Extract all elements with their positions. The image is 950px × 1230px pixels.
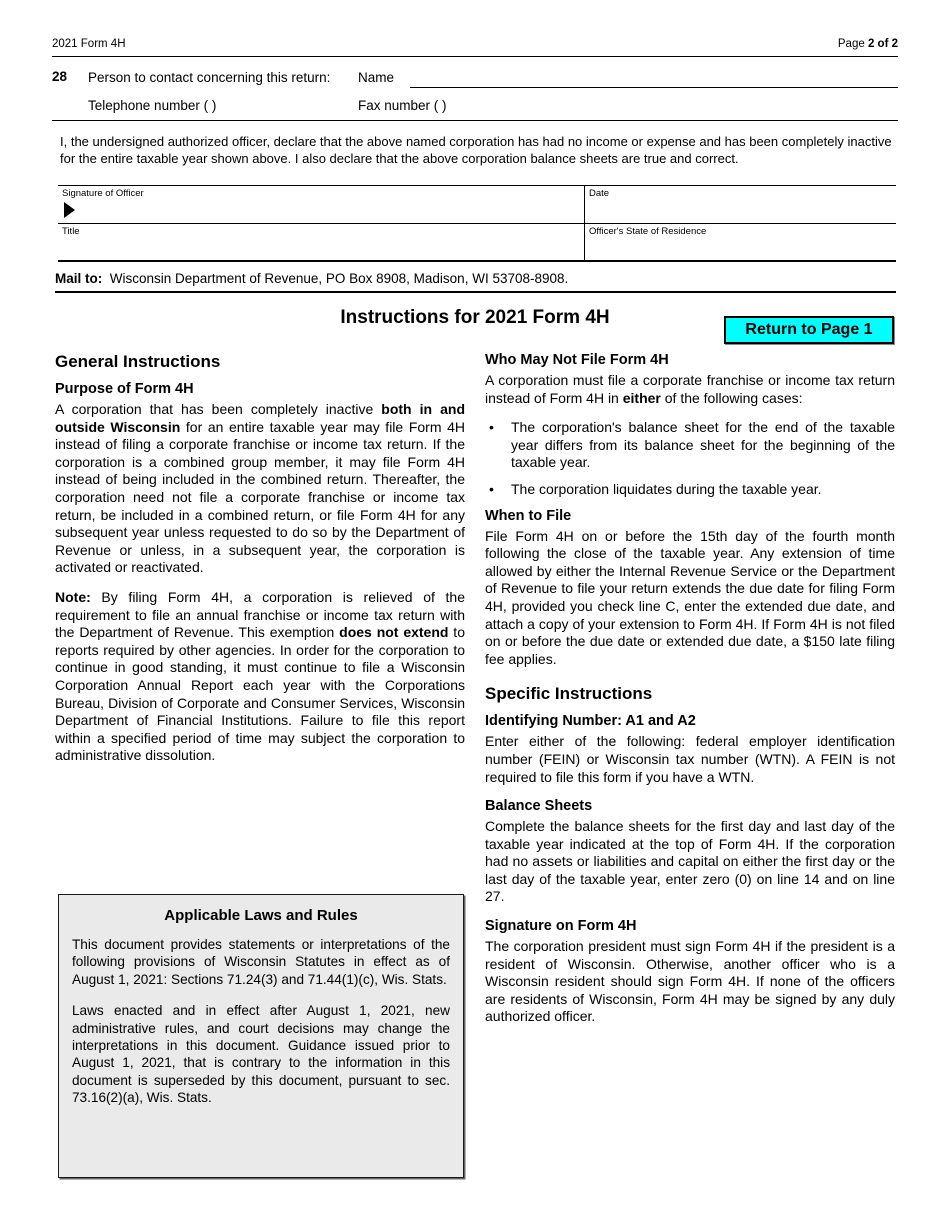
purpose-text-a: A corporation that has been completely inactive	[55, 401, 382, 417]
contact-section	[52, 66, 898, 120]
note-text-a: By filing Form 4H, a corporation is relieved of the requirement to file an annual franchise or income tax return with the Department of Revenue. This exemption	[55, 588, 465, 641]
declaration-text: I, the undersigned authorized officer, declare that the above named corporation has had no income or expense and has been completely inactive for the entire taxable year shown above. I also declare that the above corporation balance sheets are true and correct.	[60, 134, 892, 166]
form-identifier: 2021 Form 4H	[52, 38, 126, 50]
applicable-laws-paragraph-2: Laws enacted and in effect after August 1, 2021, new administrative rules, and court decisions may change the interpretations in this document. Guidance issued prior to August 1, 2021, that is contrary to the information in this document is superseded by this document, pursuant to sec. 73.16(2)(a), Wis. Stats.	[72, 1003, 450, 1106]
mail-to-divider	[55, 291, 896, 293]
right-column	[485, 352, 895, 1026]
date-cell[interactable]	[585, 186, 896, 224]
who-may-not-text-bold: either	[622, 389, 661, 406]
bullet-icon: •	[489, 480, 494, 497]
note-paragraph	[55, 589, 465, 765]
balance-sheets-heading: Balance Sheets	[485, 798, 593, 815]
signature-arrow-icon	[64, 202, 75, 218]
applicable-laws-paragraph-1: This document provides statements or interpretations of the following provisions of Wisconsin Statutes in effect as of August 1, 2021: Sections 71.24(3) and 71.44(1)(c), Wis. Stats.	[72, 937, 450, 987]
bullet-text: The corporation liquidates during the taxable year.	[511, 480, 822, 497]
name-input-rule[interactable]	[410, 87, 898, 88]
who-may-not-text-c: of the following cases:	[660, 389, 803, 406]
bullet-icon: •	[489, 419, 494, 436]
state-of-residence-caption: Officer's State of Residence	[589, 226, 707, 237]
mail-to-line	[55, 271, 896, 286]
general-instructions-heading: General Instructions	[55, 352, 221, 371]
identifying-number-heading: Identifying Number: A1 and A2	[485, 713, 696, 730]
bullet-text: The corporation's balance sheet for the end of the taxable year differs from its balance sheet for the beginning of the taxable year.	[511, 419, 895, 471]
signature-row	[58, 186, 896, 224]
mail-to-label: Mail to:	[55, 271, 103, 286]
contact-phone-row	[52, 92, 898, 120]
title-cell[interactable]	[58, 224, 585, 260]
state-of-residence-cell[interactable]	[585, 224, 896, 260]
contact-prompt-label: Person to contact concerning this return:	[88, 70, 331, 85]
mail-to-address: Wisconsin Department of Revenue, PO Box 8908, Madison, WI 53708-8908.	[109, 271, 569, 286]
purpose-text-bold: both in and outside Wisconsin	[55, 401, 465, 435]
balance-sheets-paragraph: Complete the balance sheets for the first day and last day of the taxable year indicated at the top of Form 4H. If the corporation had no assets or liabilities and capital on either the first day or the last day of the taxable year, enter zero (0) on line 14 and on line 27.	[485, 818, 895, 905]
purpose-text-c: for an entire taxable year may file Form 4H instead of filing a corporate franchise or income tax return. If the corporation is a combined group member, it may file Form 4H instead of being included in the combined return. Thereafter, the corporation need not file a corporate franchise or income tax return, be included in a combined return, or file Form 4H for any subsequent year unless requested to do so by the Department of Revenue or unless, in a subsequent year, the corporation is activated or reactivated.	[55, 418, 465, 576]
who-may-not-file-bullets	[485, 419, 895, 498]
when-to-file-paragraph: File Form 4H on or before the 15th day of the fourth month following the close of the taxable year. Any extension of time allowed by either the Internal Revenue Service or the Department of Revenue to file your return extends the due date for filing Form 4H, provided you check line C, enter the extended due date, and attach a copy of your extension to Form 4H. If Form 4H is not filed on or before the due date or extended due date, a $150 late filing fee applies.	[485, 527, 895, 667]
date-caption: Date	[589, 188, 610, 199]
page-number	[838, 38, 898, 50]
applicable-laws-heading: Applicable Laws and Rules	[164, 907, 358, 924]
when-to-file-heading: When to File	[485, 507, 572, 524]
line-number-28: 28	[52, 69, 68, 84]
page-value: 2 of 2	[867, 38, 898, 50]
contact-name-row	[52, 66, 898, 92]
running-head	[52, 38, 898, 57]
signature-of-officer-caption: Signature of Officer	[62, 188, 144, 199]
signature-table	[58, 185, 896, 262]
purpose-heading: Purpose of Form 4H	[55, 381, 194, 397]
note-label: Note:	[55, 588, 91, 605]
fax-label[interactable]: Fax number ( )	[358, 98, 447, 113]
who-may-not-file-paragraph	[485, 372, 895, 407]
return-to-page-1-button[interactable]: Return to Page 1	[724, 316, 894, 344]
who-may-not-text-a: A corporation must file a corporate franchise or income tax return instead of Form 4H in	[485, 372, 895, 406]
note-text-bold: does not extend	[339, 624, 449, 641]
title-row	[58, 224, 896, 260]
list-item	[485, 419, 895, 472]
contact-section-divider	[52, 120, 898, 121]
applicable-laws-box	[58, 894, 464, 1178]
title-caption: Title	[62, 226, 80, 237]
signature-on-form-paragraph: The corporation president must sign Form 4H if the president is a resident of Wisconsin. Otherwise, another officer who is a Wisconsin resident should sign Form 4H. If none of the officers are residents of Wisconsin, Form 4H may be signed by any duly authorized officer.	[485, 938, 895, 1025]
signature-on-form-heading: Signature on Form 4H	[485, 918, 637, 935]
identifying-number-paragraph: Enter either of the following: federal employer identification number (FEIN) or Wisconsin tax number (WTN). A FEIN is not required to file this form if you have a WTN.	[485, 733, 895, 785]
specific-instructions-heading: Specific Instructions	[485, 684, 653, 704]
signature-of-officer-cell[interactable]	[58, 186, 585, 224]
purpose-paragraph	[55, 401, 465, 577]
name-label: Name	[358, 70, 395, 85]
left-column	[55, 352, 465, 765]
who-may-not-file-heading: Who May Not File Form 4H	[485, 352, 669, 368]
list-item	[485, 481, 895, 499]
note-text-c: to reports required by other agencies. In order for the corporation to continue in good standing, it must continue to file a Wisconsin Corporation Annual Report each year with the Corporations Bureau, Division of Corporate and Consumer Services, Wisconsin Department of Financial Institutions. Failure to file this report within a specified period of time may subject the corporation to administrative dissolution.	[55, 624, 465, 764]
telephone-label[interactable]: Telephone number ( )	[88, 98, 217, 113]
instructions-title: Instructions for 2021 Form 4H	[340, 307, 610, 328]
page-label: Page	[837, 38, 868, 50]
